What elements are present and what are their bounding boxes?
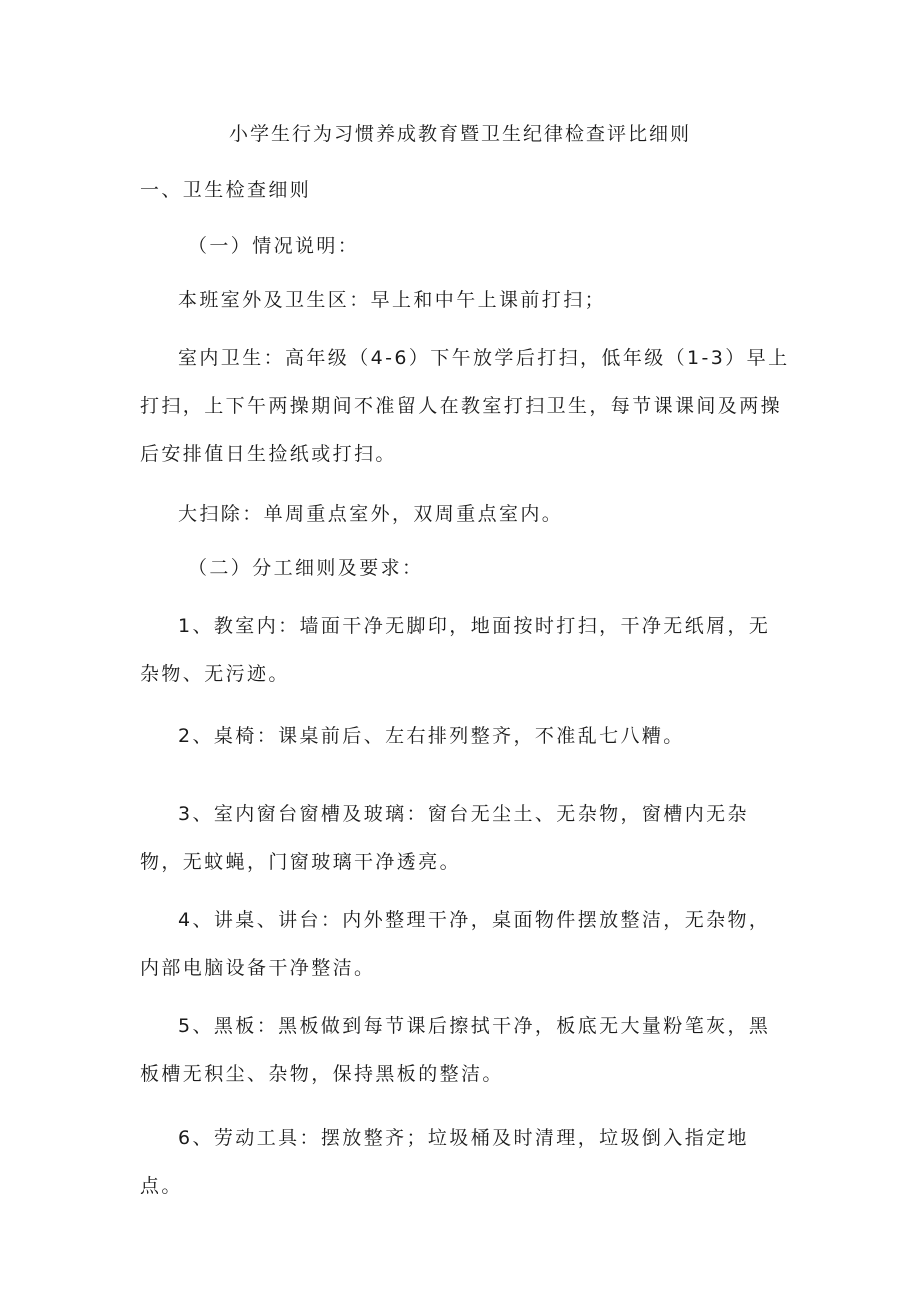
document-title: 小学生行为习惯养成教育暨卫生纪律检查评比细则 <box>228 123 691 145</box>
paragraph-outdoor <box>140 276 790 324</box>
sub1-heading: （一）情况说明： <box>188 235 360 257</box>
item-3: 3、室内窗台窗槽及玻璃：窗台无尘土、无杂物，窗槽内无杂物，无蚊蝇，门窗玻璃干净透亮。 <box>140 803 749 873</box>
sub2-heading: （二）分工细则及要求： <box>188 557 424 579</box>
section1-heading: 一、卫生检查细则 <box>140 179 312 201</box>
list-item-tools <box>140 1114 790 1210</box>
item-4: 4、讲桌、讲台：内外整理干净，桌面物件摆放整洁，无杂物，内部电脑设备干净整洁。 <box>140 909 771 979</box>
p-indoor: 室内卫生：高年级（4-6）下午放学后打扫，低年级（1-3）早上打扫，上下午两操期间不准留人在教室打扫卫生，每节课课间及两操后安排值日生捡纸或打扫。 <box>140 347 790 465</box>
paragraph-indoor <box>140 334 790 478</box>
subsection-heading-situation <box>140 222 790 270</box>
section-heading-hygiene <box>140 166 790 214</box>
item-6: 6、劳动工具：摆放整齐；垃圾桶及时清理，垃圾倒入指定地点。 <box>140 1127 749 1197</box>
p-outdoor: 本班室外及卫生区：早上和中午上课前打扫； <box>178 289 607 311</box>
list-item-desks <box>140 712 790 760</box>
list-item-windows <box>140 790 790 886</box>
list-item-classroom <box>140 602 790 698</box>
item-1: 1、教室内：墙面干净无脚印，地面按时打扫，干净无纸屑，无杂物、无污迹。 <box>140 615 771 685</box>
item-5: 5、黑板：黑板做到每节课后擦拭干净，板底无大量粉笔灰，黑板槽无积尘、杂物，保持黑板的整洁。 <box>140 1015 771 1085</box>
list-item-podium <box>140 896 790 992</box>
p-cleanup: 大扫除：单周重点室外，双周重点室内。 <box>178 503 564 525</box>
list-item-blackboard <box>140 1002 790 1098</box>
paragraph-cleanup <box>140 490 790 538</box>
subsection-heading-division <box>140 544 790 592</box>
item-2: 2、桌椅：课桌前后、左右排列整齐，不准乱七八糟。 <box>178 725 685 747</box>
